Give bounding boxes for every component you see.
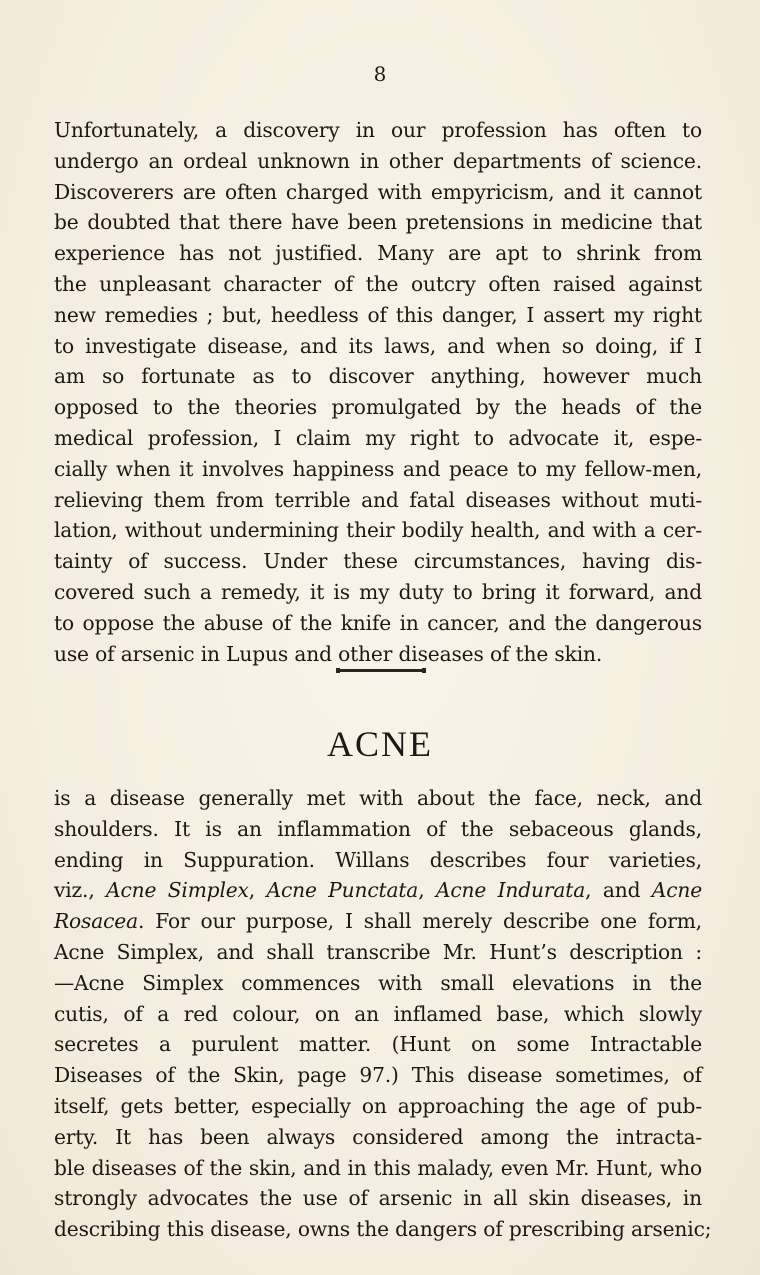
text-line: covered such a remedy, it is my duty to bring it forward, and	[54, 579, 702, 604]
acne-paragraph	[54, 783, 712, 1245]
intro-paragraph	[54, 115, 702, 669]
text-line: tainty of success. Under these circumstances, having dis-	[54, 549, 702, 574]
text-line: Unfortunately, a discovery in our profession has often to	[54, 118, 702, 142]
text-line: Diseases of the Skin, page 97.) This disease sometimes, of	[54, 1063, 702, 1088]
text-line: erty. It has been always considered among the intracta-	[54, 1124, 702, 1149]
text-line: strongly advocates the use of arsenic in all skin diseases, in	[54, 1186, 702, 1211]
text-line: cutis, of a red colour, on an inflamed base, which slowly	[54, 1001, 702, 1026]
text-run: , and	[585, 878, 652, 903]
text-line: to investigate disease, and its laws, and when so doing, if I	[54, 333, 702, 358]
text-line: ble diseases of the skin, and in this malady, even Mr. Hunt, who	[54, 1155, 702, 1180]
text-run: viz.,	[54, 878, 107, 903]
text-line: is a disease generally met with about the face, neck, and	[54, 786, 702, 810]
text-line	[54, 875, 702, 906]
italic-term: Acne Punctata	[266, 878, 419, 903]
text-run: ,	[418, 878, 436, 903]
text-run: ,	[248, 878, 267, 903]
italic-term: Rosacea	[54, 909, 138, 934]
text-line: relieving them from terrible and fatal diseases without muti-	[54, 487, 702, 512]
page-number: 8	[373, 62, 387, 86]
text-line: lation, without undermining their bodily health, and with a cer-	[54, 518, 702, 543]
text-line: new remedies ; but, heedless of this danger, I assert my right	[54, 302, 702, 327]
text-line: be doubted that there have been pretensions in medicine that	[54, 210, 702, 235]
section-heading: ACNE	[327, 724, 433, 764]
text-line: cially when it involves happiness and peace to my fellow-men,	[54, 456, 702, 481]
text-line: opposed to the theories promulgated by the heads of the	[54, 395, 702, 420]
text-line: am so fortunate as to discover anything, however much	[54, 364, 702, 389]
text-line: itself, gets better, especially on approaching the age of pub-	[54, 1093, 702, 1118]
text-line: Discoverers are often charged with empyricism, and it cannot	[54, 179, 702, 204]
text-line: to oppose the abuse of the knife in cancer, and the dangerous	[54, 610, 702, 635]
text-line: use of arsenic in Lupus and other diseases of the skin.	[54, 641, 603, 666]
italic-term: Acne Simplex	[106, 878, 249, 903]
text-line: ending in Suppuration. Willans describes four varieties,	[54, 847, 702, 872]
text-line: Acne Simplex, and shall transcribe Mr. Hunt’s description :	[54, 939, 702, 964]
text-line: shoulders. It is an inflammation of the sebaceous glands,	[54, 816, 702, 841]
text-line: experience has not justified. Many are apt to shrink from	[54, 241, 702, 266]
text-line: —Acne Simplex commences with small elevations in the	[54, 970, 702, 995]
italic-term: Acne Indurata	[435, 878, 586, 903]
text-line: describing this disease, owns the dangers of prescribing arsenic;	[54, 1217, 712, 1242]
text-run: . For our purpose, I shall merely describe one form,	[138, 909, 702, 934]
text-line: undergo an ordeal unknown in other departments of science.	[54, 148, 702, 173]
text-line	[54, 906, 702, 937]
italic-term: Acne	[651, 878, 703, 903]
section-divider	[338, 669, 424, 672]
text-line: secretes a purulent matter. (Hunt on some Intractable	[54, 1032, 702, 1057]
text-line: medical profession, I claim my right to advocate it, espe-	[54, 425, 702, 450]
text-line: the unpleasant character of the outcry often raised against	[54, 271, 702, 296]
